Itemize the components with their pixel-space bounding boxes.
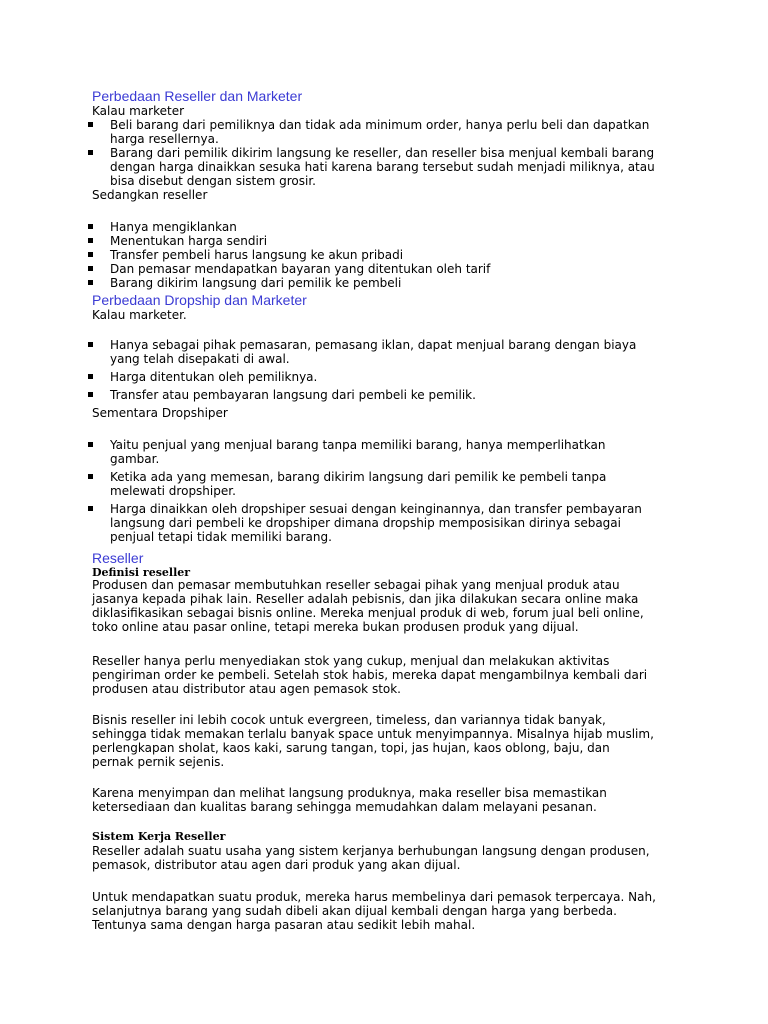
intro-sedangkan-reseller: Sedangkan reseller bbox=[92, 188, 208, 202]
paragraph-sistem-2: Untuk mendapatkan suatu produk, mereka harus membelinya dari pemasok terpercaya. Nah, selanjutnya barang yang sudah dibeli akan dijual kembali dengan harga yang berbeda. Tentunya sama dengan harga pasaran atau sedikit lebih mahal. bbox=[92, 890, 656, 932]
heading-sistem-kerja-reseller: Sistem Kerja Reseller bbox=[92, 830, 226, 843]
marketer-list-1 bbox=[86, 118, 655, 188]
heading-definisi-reseller: Definisi reseller bbox=[92, 566, 191, 579]
paragraph-definisi-4: Karena menyimpan dan melihat langsung produknya, maka reseller bisa memastikan ketersediaan dan kualitas barang sehingga memudahkan dalam melayani pesanan. bbox=[92, 786, 607, 814]
section-title-reseller: Reseller bbox=[92, 550, 144, 566]
list-item: Menentukan harga sendiri bbox=[86, 234, 490, 248]
paragraph-sistem-1: Reseller adalah suatu usaha yang sistem kerjanya berhubungan langsung dengan produsen, pemasok, distributor atau agen dari produk yang akan dijual. bbox=[92, 844, 650, 872]
marketer-list-2 bbox=[86, 338, 636, 402]
intro-kalau-marketer-2: Kalau marketer. bbox=[92, 308, 187, 322]
paragraph-definisi-2: Reseller hanya perlu menyediakan stok yang cukup, menjual dan melakukan aktivitas pengiriman order ke pembeli. Setelah stok habis, mereka dapat mengambilnya kembali dari produsen atau distributor atau agen pemasok stok. bbox=[92, 654, 648, 696]
list-item: Barang dikirim langsung dari pemilik ke pembeli bbox=[86, 276, 490, 290]
paragraph-definisi-3: Bisnis reseller ini lebih cocok untuk evergreen, timeless, dan variannya tidak banyak, sehingga tidak memakan terlalu banyak space untuk menyimpannya. Misalnya hijab muslim, perlengkapan sholat, kaos kaki, sarung tangan, topi, jas hujan, kaos oblong, baju, dan pernak pernik sejenis. bbox=[92, 713, 654, 769]
dropshiper-list bbox=[86, 438, 642, 544]
reseller-list-1 bbox=[86, 220, 490, 290]
paragraph-definisi-1: Produsen dan pemasar membutuhkan reseller sebagai pihak yang menjual produk atau jasanya kepada pihak lain. Reseller adalah pebisnis, dan jika dilakukan secara online maka diklasifikasikan sebagai bisnis online. Mereka menjual produk di web, forum jual beli online, toko online atau pasar online, tetapi mereka bukan produsen produk yang dijual. bbox=[92, 578, 644, 634]
intro-sementara-dropshiper: Sementara Dropshiper bbox=[92, 406, 228, 420]
list-item: Yaitu penjual yang menjual barang tanpa memiliki barang, hanya memperlihatkan gambar. bbox=[86, 438, 642, 466]
list-item: Harga dinaikkan oleh dropshiper sesuai dengan keinginannya, dan transfer pembayaran langsung dari pembeli ke dropshiper dimana dropship memposisikan dirinya sebagai penjual tetapi tidak memiliki barang. bbox=[86, 502, 642, 544]
intro-kalau-marketer: Kalau marketer bbox=[92, 104, 185, 118]
list-item: Dan pemasar mendapatkan bayaran yang ditentukan oleh tarif bbox=[86, 262, 490, 276]
list-item: Transfer pembeli harus langsung ke akun pribadi bbox=[86, 248, 490, 262]
list-item: Transfer atau pembayaran langsung dari pembeli ke pemilik. bbox=[86, 388, 636, 402]
list-item: Hanya sebagai pihak pemasaran, pemasang iklan, dapat menjual barang dengan biaya yang telah disepakati di awal. bbox=[86, 338, 636, 366]
list-item: Hanya mengiklankan bbox=[86, 220, 490, 234]
list-item: Beli barang dari pemiliknya dan tidak ada minimum order, hanya perlu beli dan dapatkan harga resellernya. bbox=[86, 118, 655, 146]
list-item: Harga ditentukan oleh pemiliknya. bbox=[86, 370, 636, 384]
section-title-dropship-vs-marketer: Perbedaan Dropship dan Marketer bbox=[92, 292, 307, 308]
section-title-reseller-vs-marketer: Perbedaan Reseller dan Marketer bbox=[92, 88, 303, 104]
list-item: Barang dari pemilik dikirim langsung ke reseller, dan reseller bisa menjual kembali barang dengan harga dinaikkan sesuka hati karena barang tersebut sudah menjadi miliknya, atau bisa disebut dengan sistem grosir. bbox=[86, 146, 655, 188]
list-item: Ketika ada yang memesan, barang dikirim langsung dari pemilik ke pembeli tanpa melewati dropshiper. bbox=[86, 470, 642, 498]
